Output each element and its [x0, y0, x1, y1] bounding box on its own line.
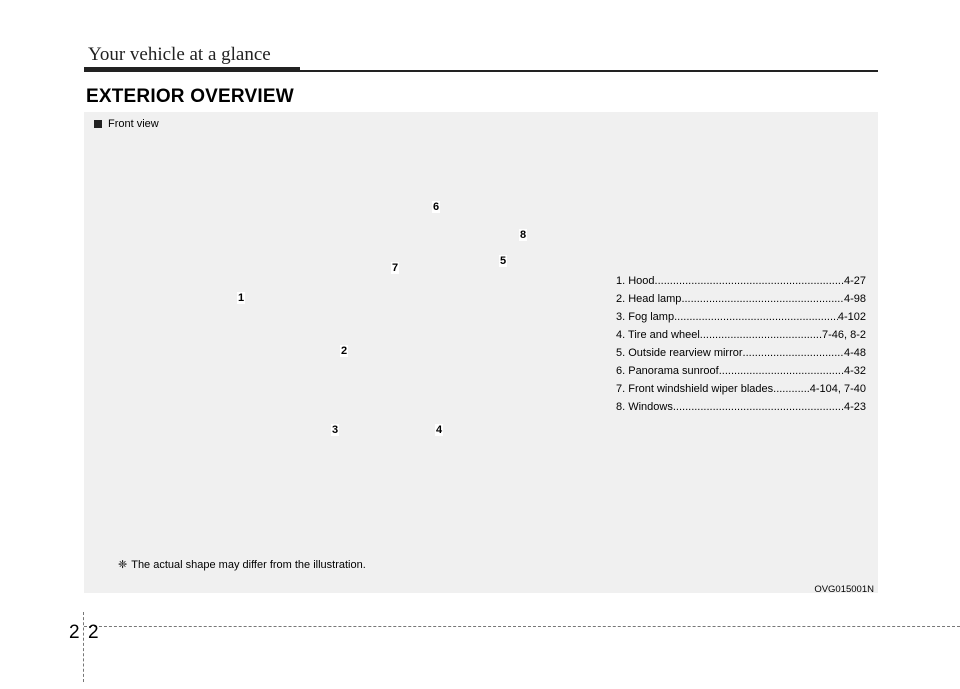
- leader-dots: [773, 380, 810, 398]
- leader-dots: [655, 272, 844, 290]
- callout-7: 7: [392, 262, 399, 274]
- legend-item-name: 4. Tire and wheel: [616, 329, 700, 341]
- asterisk-icon: ❈: [118, 559, 128, 571]
- figure-code: OVG015001N: [814, 584, 874, 595]
- leader-dots: [674, 308, 838, 326]
- legend-item-name: 1. Hood: [616, 275, 655, 287]
- header-rule-thin: [300, 70, 878, 72]
- legend-item-name: 8. Windows: [616, 401, 673, 413]
- callout-1: 1: [238, 292, 245, 304]
- note-text: The actual shape may differ from the illustration.: [131, 558, 366, 571]
- legend-item-page: 4-23: [843, 401, 866, 413]
- legend-item: [616, 326, 866, 344]
- legend-item: [616, 308, 866, 326]
- legend-item: [616, 272, 866, 290]
- chapter-number: 2: [69, 622, 80, 643]
- horizontal-guide-line: [84, 626, 960, 627]
- legend-item-page: 4-27: [843, 275, 866, 287]
- callout-2: 2: [341, 345, 348, 357]
- callout-3: 3: [332, 424, 339, 436]
- callout-5: 5: [500, 255, 507, 267]
- legend-item-page: 4-98: [843, 293, 866, 305]
- illustration-note: [118, 558, 366, 571]
- parts-legend: [616, 272, 866, 416]
- callout-6: 6: [433, 201, 440, 213]
- callout-4: 4: [436, 424, 443, 436]
- leader-dots: [700, 326, 822, 344]
- legend-item-page: 4-32: [843, 365, 866, 377]
- leader-dots: [673, 398, 844, 416]
- legend-item: [616, 344, 866, 362]
- legend-item: [616, 362, 866, 380]
- page-number: 2: [88, 622, 99, 643]
- page-title: EXTERIOR OVERVIEW: [86, 86, 294, 107]
- view-label: [94, 118, 159, 130]
- legend-item-page: 4-48: [843, 347, 866, 359]
- legend-item-name: 7. Front windshield wiper blades: [616, 383, 774, 395]
- legend-item-name: 2. Head lamp: [616, 293, 682, 305]
- legend-item-page: 4-104, 7-40: [809, 383, 866, 395]
- view-label-text: Front view: [108, 118, 159, 130]
- leader-dots: [719, 362, 844, 380]
- legend-item-page: 4-102: [837, 311, 866, 323]
- leader-dots: [681, 290, 844, 308]
- callout-8: 8: [520, 229, 527, 241]
- legend-item-name: 6. Panorama sunroof: [616, 365, 719, 377]
- square-bullet-icon: [94, 120, 102, 128]
- overview-panel: [84, 112, 878, 593]
- leader-dots: [743, 344, 844, 362]
- vertical-guide-line: [83, 612, 84, 682]
- section-header: Your vehicle at a glance: [88, 44, 271, 65]
- legend-item: [616, 398, 866, 416]
- legend-item-name: 5. Outside rearview mirror: [616, 347, 743, 359]
- header-rule-thick: [84, 67, 300, 72]
- car-illustration: [88, 132, 598, 530]
- legend-item: [616, 290, 866, 308]
- legend-item-name: 3. Fog lamp: [616, 311, 675, 323]
- legend-item: [616, 380, 866, 398]
- legend-item-page: 7-46, 8-2: [821, 329, 866, 341]
